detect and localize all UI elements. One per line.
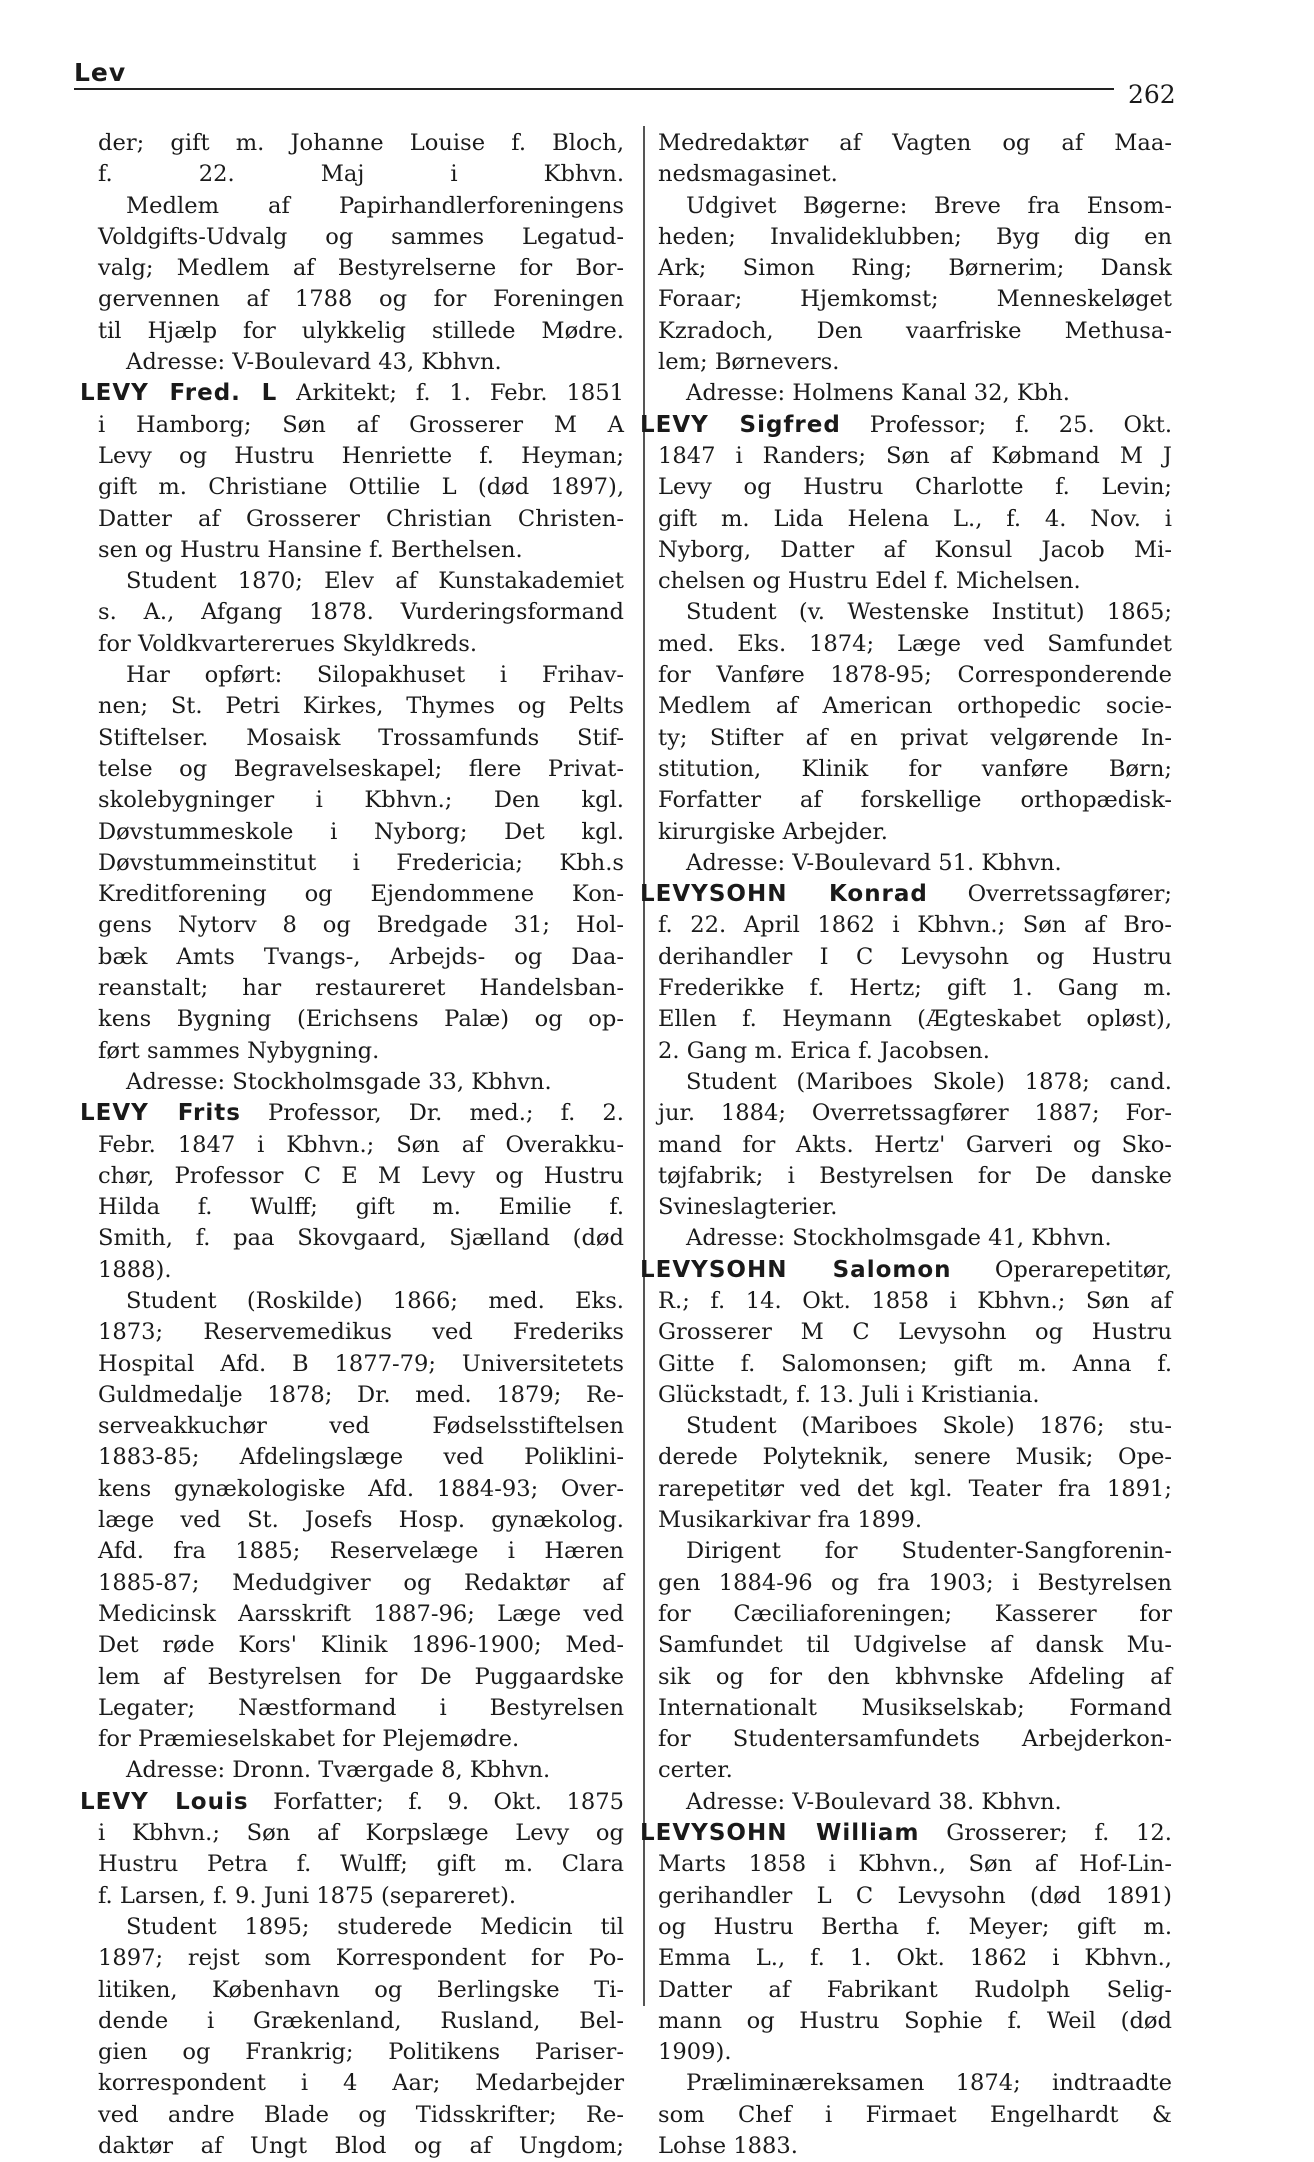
line-text: Kzradoch, Den vaarfriske Methusa-: [658, 317, 1172, 344]
line-text: 1897; rejst som Korrespondent for Po-: [98, 1945, 624, 1972]
line-text: Foraar; Hjemkomst; Menneskeløget: [658, 286, 1172, 313]
line-text: korrespondent i 4 Aar; Medarbejder: [98, 2070, 624, 2097]
line-text: Ellen f. Heymann (Ægteskabet opløst),: [658, 1006, 1172, 1033]
line-text: Guldmedalje 1878; Dr. med. 1879; Re-: [98, 1381, 624, 1408]
text-line: [98, 1380, 624, 1411]
text-line: [98, 1943, 624, 1974]
line-text: Frederikke f. Hertz; gift 1. Gang m.: [658, 975, 1172, 1002]
text-line: [658, 785, 1172, 816]
line-text: Hilda f. Wulff; gift m. Emilie f.: [98, 1194, 624, 1221]
line-text: Adresse: Stockholmsgade 41, Kbhvn.: [686, 1225, 1112, 1252]
line-text: bæk Amts Tvangs-, Arbejds- og Daa-: [98, 943, 624, 970]
line-text: valg; Medlem af Bestyrelserne for Bor-: [98, 255, 624, 282]
text-line: [98, 1130, 624, 1161]
line-text: Det røde Kors' Klinik 1896-1900; Med-: [98, 1632, 624, 1659]
entry-headline: [640, 1255, 1172, 1286]
entry-headword: LEVY Louis: [80, 1788, 249, 1815]
line-text: 1885-87; Medudgiver og Redaktør af: [98, 1569, 624, 1596]
text-line: [98, 910, 624, 941]
line-text: jur. 1884; Overretssagfører 1887; For-: [658, 1100, 1172, 1127]
line-text: 1909).: [658, 2039, 732, 2066]
text-line: [98, 1349, 624, 1380]
text-line: [658, 1004, 1172, 1035]
entry-headword: LEVY Fred. L: [80, 380, 278, 407]
line-text: Datter af Fabrikant Rudolph Selig-: [658, 1976, 1172, 2003]
line-text: Kreditforening og Ejendommene Kon-: [98, 881, 624, 908]
line-text: læge ved St. Josefs Hosp. gynækolog.: [98, 1507, 624, 1534]
entry-headline: [80, 1098, 624, 1129]
text-line: [658, 504, 1172, 535]
text-line: [658, 1912, 1172, 1943]
text-line: [98, 1755, 624, 1786]
line-text: Grosserer; f. 12.: [919, 1820, 1172, 1847]
text-line: [98, 566, 624, 597]
line-text: mann og Hustru Sophie f. Weil (død: [658, 2007, 1172, 2034]
line-text: gervennen af 1788 og for Foreningen: [98, 286, 624, 313]
text-line: [98, 629, 624, 660]
text-line: [98, 1849, 624, 1880]
line-text: Dirigent for Studenter-Sangforenin-: [686, 1538, 1172, 1565]
text-line: [98, 817, 624, 848]
text-line: [98, 1255, 624, 1286]
text-line: [658, 253, 1172, 284]
text-line: [658, 1662, 1172, 1693]
line-text: og Hustru Bertha f. Meyer; gift m.: [658, 1913, 1172, 1940]
line-text: f. Larsen, f. 9. Juni 1875 (separeret).: [98, 1882, 517, 1909]
text-line: [658, 817, 1172, 848]
line-text: som Chef i Firmaet Engelhardt &: [658, 2101, 1172, 2128]
text-line: [98, 1536, 624, 1567]
line-text: derihandler I C Levysohn og Hustru: [658, 943, 1172, 970]
line-text: f. 22. April 1862 i Kbhvn.; Søn af Bro-: [658, 912, 1172, 939]
text-line: [98, 1505, 624, 1536]
entry-headword: LEVY Frits: [80, 1100, 241, 1127]
text-line: [98, 472, 624, 503]
text-line: [98, 1411, 624, 1442]
text-line: [98, 1724, 624, 1755]
line-text: rarepetitør ved det kgl. Teater fra 1891;: [658, 1475, 1172, 1502]
line-text: gien og Frankrig; Politikens Pariser-: [98, 2039, 624, 2066]
text-line: [98, 1161, 624, 1192]
line-text: Grosserer M C Levysohn og Hustru: [658, 1319, 1172, 1346]
line-text: der; gift m. Johanne Louise f. Bloch,: [98, 130, 624, 156]
text-line: [98, 1662, 624, 1693]
line-text: chør, Professor C E M Levy og Hustru: [98, 1162, 624, 1189]
line-text: for Præmieselskabet for Plejemødre.: [98, 1726, 520, 1753]
text-line: [98, 1192, 624, 1223]
header-rule: [74, 88, 1114, 90]
text-line: [658, 1505, 1172, 1536]
line-text: Professor, Dr. med.; f. 2.: [240, 1100, 624, 1127]
entry-headword: LEVYSOHN Konrad: [640, 881, 928, 908]
line-text: Døvstummeinstitut i Fredericia; Kbh.s: [98, 849, 624, 876]
text-line: [658, 1630, 1172, 1661]
text-line: [98, 222, 624, 253]
text-line: [658, 1474, 1172, 1505]
text-line: [98, 848, 624, 879]
text-line: [658, 222, 1172, 253]
line-text: Smith, f. paa Skovgaard, Sjælland (død: [98, 1225, 624, 1252]
line-text: lem; Børnevers.: [658, 349, 840, 376]
line-text: 1883-85; Afdelingslæge ved Poliklini-: [98, 1444, 624, 1471]
line-text: Lohse 1883.: [658, 2133, 798, 2159]
line-text: nen; St. Petri Kirkes, Thymes og Pelts: [98, 693, 624, 720]
text-line: [98, 1693, 624, 1724]
line-text: R.; f. 14. Okt. 1858 i Kbhvn.; Søn af: [658, 1287, 1172, 1314]
text-line: [98, 1818, 624, 1849]
text-line: [658, 1693, 1172, 1724]
text-line: [658, 2068, 1172, 2099]
line-text: gift m. Lida Helena L., f. 4. Nov. i: [658, 505, 1172, 532]
text-line: [98, 410, 624, 441]
line-text: Operarepetitør,: [951, 1256, 1172, 1283]
line-text: Døvstummeskole i Nyborg; Det kgl.: [98, 818, 624, 845]
text-line: [658, 942, 1172, 973]
line-text: f. 22. Maj i Kbhvn.: [98, 161, 624, 188]
text-line: [98, 1912, 624, 1943]
text-line: [658, 1161, 1172, 1192]
text-line: [98, 535, 624, 566]
line-text: ført sammes Nybygning.: [98, 1037, 380, 1064]
line-text: Medlem af Papirhandlerforeningens: [126, 192, 624, 219]
text-line: [658, 1317, 1172, 1348]
line-text: Student (v. Westenske Institut) 1865;: [686, 599, 1172, 626]
line-text: Stiftelser. Mosaisk Trossamfunds Stif-: [98, 724, 624, 751]
line-text: dende i Grækenland, Rusland, Bel-: [98, 2007, 624, 2034]
text-line: [98, 1599, 624, 1630]
line-text: Medicinsk Aarsskrift 1887-96; Læge ved: [98, 1600, 624, 1627]
text-line: [98, 1317, 624, 1348]
text-line: [658, 347, 1172, 378]
line-text: Hustru Petra f. Wulff; gift m. Clara: [98, 1851, 624, 1878]
line-text: i Hamborg; Søn af Grosserer M A: [98, 411, 624, 438]
text-line: [98, 504, 624, 535]
line-text: tøjfabrik; i Bestyrelsen for De danske: [658, 1162, 1172, 1189]
line-text: Adresse: V-Boulevard 38. Kbhvn.: [686, 1788, 1062, 1815]
text-line: [98, 2006, 624, 2037]
text-line: [98, 2037, 624, 2068]
text-line: [658, 629, 1172, 660]
text-line: [98, 441, 624, 472]
text-line: [98, 2100, 624, 2131]
line-text: Marts 1858 i Kbhvn., Søn af Hof-Lin-: [658, 1851, 1172, 1878]
text-line: [98, 1568, 624, 1599]
line-text: s. A., Afgang 1878. Vurderingsformand: [98, 599, 624, 626]
text-line: [658, 1349, 1172, 1380]
text-line: [98, 1004, 624, 1035]
text-line: [658, 472, 1172, 503]
line-text: heden; Invalideklubben; Byg dig en: [658, 223, 1172, 250]
text-line: [658, 284, 1172, 315]
text-line: [658, 1568, 1172, 1599]
line-text: Overretssagfører;: [927, 881, 1172, 908]
line-text: Student (Mariboes Skole) 1878; cand.: [686, 1068, 1172, 1095]
text-line: [98, 1036, 624, 1067]
text-line: [98, 2068, 624, 2099]
line-text: Emma L., f. 1. Okt. 1862 i Kbhvn.,: [658, 1945, 1172, 1972]
text-line: [98, 1881, 624, 1912]
line-text: 1888).: [98, 1256, 172, 1283]
text-line: [98, 1474, 624, 1505]
line-text: Samfundet til Udgivelse af dansk Mu-: [658, 1632, 1172, 1659]
text-line: [98, 879, 624, 910]
line-text: Student 1870; Elev af Kunstakademiet: [126, 568, 624, 595]
text-line: [98, 660, 624, 691]
text-line: [658, 1724, 1172, 1755]
entry-headline: [640, 1818, 1172, 1849]
line-text: Udgivet Bøgerne: Breve fra Ensom-: [686, 192, 1172, 219]
text-line: [98, 754, 624, 785]
text-line: [98, 347, 624, 378]
text-line: [98, 128, 624, 159]
text-line: [98, 942, 624, 973]
text-line: [658, 1036, 1172, 1067]
text-line: [98, 1286, 624, 1317]
line-text: litiken, København og Berlingske Ti-: [98, 1976, 624, 2003]
line-text: chelsen og Hustru Edel f. Michelsen.: [658, 568, 1081, 595]
page-number: 262: [1128, 80, 1176, 109]
entry-headword: LEVYSOHN Salomon: [640, 1256, 952, 1283]
line-text: Gitte f. Salomonsen; gift m. Anna f.: [658, 1350, 1172, 1377]
text-line: [658, 1130, 1172, 1161]
entry-headline: [640, 410, 1172, 441]
entry-headword: LEVY Sigfred: [640, 411, 841, 438]
text-line: [98, 1442, 624, 1473]
text-line: [658, 1599, 1172, 1630]
line-text: Har opført: Silopakhuset i Frihav-: [126, 662, 624, 689]
line-text: Medredaktør af Vagten og af Maa-: [658, 130, 1172, 156]
running-head: Lev: [74, 58, 127, 87]
line-text: Legater; Næstformand i Bestyrelsen: [98, 1694, 624, 1721]
text-line: [658, 1881, 1172, 1912]
right-column: [640, 128, 1172, 2162]
text-line: [658, 441, 1172, 472]
line-text: Voldgifts-Udvalg og sammes Legatud-: [98, 223, 624, 250]
line-text: Præliminæreksamen 1874; indtraadte: [686, 2070, 1172, 2097]
text-line: [658, 2006, 1172, 2037]
line-text: skolebygninger i Kbhvn.; Den kgl.: [98, 787, 624, 814]
entry-headline: [80, 378, 624, 409]
line-text: Datter af Grosserer Christian Christen-: [98, 505, 624, 532]
text-line: [658, 1286, 1172, 1317]
line-text: 1847 i Randers; Søn af Købmand M J: [658, 442, 1172, 469]
text-line: [98, 1630, 624, 1661]
text-line: [658, 316, 1172, 347]
text-line: [98, 1975, 624, 2006]
line-text: telse og Begravelseskapel; flere Privat-: [98, 755, 624, 782]
line-text: gerihandler L C Levysohn (død 1891): [658, 1882, 1172, 1909]
text-line: [658, 566, 1172, 597]
text-line: [98, 723, 624, 754]
text-line: [658, 660, 1172, 691]
line-text: Forfatter af forskellige orthopædisk-: [658, 787, 1172, 814]
text-line: [658, 191, 1172, 222]
line-text: sen og Hustru Hansine f. Berthelsen.: [98, 536, 523, 563]
text-line: [658, 754, 1172, 785]
text-line: [658, 159, 1172, 190]
line-text: certer.: [658, 1757, 733, 1784]
line-text: Arkitekt; f. 1. Febr. 1851: [277, 380, 624, 407]
text-line: [658, 723, 1172, 754]
text-line: [98, 191, 624, 222]
line-text: sik og for den kbhvnske Afdeling af: [658, 1663, 1172, 1690]
line-text: Forfatter; f. 9. Okt. 1875: [248, 1788, 624, 1815]
line-text: med. Eks. 1874; Læge ved Samfundet: [658, 630, 1172, 657]
line-text: 2. Gang m. Erica f. Jacobsen.: [658, 1037, 990, 1064]
line-text: Student (Mariboes Skole) 1876; stu-: [686, 1413, 1172, 1440]
text-line: [658, 128, 1172, 159]
line-text: gens Nytorv 8 og Bredgade 31; Hol-: [98, 912, 624, 939]
line-text: stitution, Klinik for vanføre Børn;: [658, 755, 1172, 782]
entry-headline: [640, 879, 1172, 910]
text-line: [658, 1223, 1172, 1254]
line-text: derede Polyteknik, senere Musik; Ope-: [658, 1444, 1172, 1471]
text-line: [98, 973, 624, 1004]
text-line: [658, 2037, 1172, 2068]
text-line: [98, 691, 624, 722]
line-text: for Vanføre 1878-95; Corresponderende: [658, 662, 1172, 689]
line-text: ved andre Blade og Tidsskrifter; Re-: [98, 2101, 624, 2128]
line-text: nedsmagasinet.: [658, 161, 838, 188]
line-text: kens Bygning (Erichsens Palæ) og op-: [98, 1006, 624, 1033]
line-text: Levy og Hustru Henriette f. Heyman;: [98, 442, 624, 469]
text-line: [658, 1411, 1172, 1442]
entry-headline: [80, 1787, 624, 1818]
text-line: [658, 1192, 1172, 1223]
line-text: Febr. 1847 i Kbhvn.; Søn af Overakku-: [98, 1131, 624, 1158]
text-line: [658, 1442, 1172, 1473]
text-line: [658, 1787, 1172, 1818]
entry-headword: LEVYSOHN William: [640, 1820, 920, 1847]
text-line: [658, 378, 1172, 409]
line-text: Professor; f. 25. Okt.: [840, 411, 1172, 438]
left-column: [80, 128, 624, 2162]
line-text: Student (Roskilde) 1866; med. Eks.: [126, 1287, 624, 1314]
line-text: for Voldkvartererues Skyldkreds.: [98, 630, 478, 657]
line-text: reanstalt; har restaureret Handelsban-: [98, 975, 624, 1002]
line-text: ty; Stifter af en privat velgørende In-: [658, 724, 1172, 751]
line-text: mand for Akts. Hertz' Garveri og Sko-: [658, 1131, 1172, 1158]
text-line: [658, 2100, 1172, 2131]
line-text: gift m. Christiane Ottilie L (død 1897),: [98, 474, 624, 501]
line-text: 1873; Reservemedikus ved Frederiks: [98, 1319, 624, 1346]
text-line: [658, 1380, 1172, 1411]
line-text: for Cæciliaforeningen; Kasserer for: [658, 1600, 1172, 1627]
text-line: [658, 1849, 1172, 1880]
line-text: Internationalt Musikselskab; Formand: [658, 1694, 1172, 1721]
line-text: Levy og Hustru Charlotte f. Levin;: [658, 474, 1172, 501]
text-line: [98, 159, 624, 190]
column-divider: [643, 126, 645, 2006]
line-text: Adresse: V-Boulevard 51. Kbhvn.: [686, 849, 1062, 876]
line-text: Adresse: Dronn. Tværgade 8, Kbhvn.: [126, 1757, 551, 1784]
line-text: Adresse: V-Boulevard 43, Kbhvn.: [126, 349, 502, 376]
text-line: [98, 597, 624, 628]
line-text: Hospital Afd. B 1877-79; Universitetets: [98, 1350, 624, 1377]
text-line: [658, 597, 1172, 628]
line-text: gen 1884-96 og fra 1903; i Bestyrelsen: [658, 1569, 1172, 1596]
text-line: [658, 1067, 1172, 1098]
text-line: [658, 535, 1172, 566]
line-text: daktør af Ungt Blod og af Ungdom;: [98, 2133, 624, 2159]
line-text: Afd. fra 1885; Reservelæge i Hæren: [98, 1538, 624, 1565]
text-line: [658, 848, 1172, 879]
line-text: Ark; Simon Ring; Børnerim; Dansk: [658, 255, 1172, 282]
text-line: [658, 1536, 1172, 1567]
line-text: Nyborg, Datter af Konsul Jacob Mi-: [658, 536, 1172, 563]
line-text: Svineslagterier.: [658, 1194, 838, 1221]
line-text: til Hjælp for ulykkelig stillede Mødre.: [98, 317, 624, 344]
line-text: Adresse: Stockholmsgade 33, Kbhvn.: [126, 1068, 552, 1095]
line-text: kirurgiske Arbejder.: [658, 818, 888, 845]
line-text: for Studentersamfundets Arbejderkon-: [658, 1726, 1172, 1753]
text-line: [98, 316, 624, 347]
line-text: i Kbhvn.; Søn af Korpslæge Levy og: [98, 1820, 624, 1847]
text-line: [98, 785, 624, 816]
text-line: [658, 1975, 1172, 2006]
text-line: [98, 2131, 624, 2162]
text-line: [658, 1755, 1172, 1786]
line-text: Musikarkivar fra 1899.: [658, 1507, 923, 1534]
line-text: lem af Bestyrelsen for De Puggaardske: [98, 1663, 624, 1690]
text-line: [98, 1067, 624, 1098]
line-text: Adresse: Holmens Kanal 32, Kbh.: [686, 380, 1070, 407]
text-line: [658, 973, 1172, 1004]
text-line: [658, 1943, 1172, 1974]
line-text: Glückstadt, f. 13. Juli i Kristiania.: [658, 1381, 1040, 1408]
text-line: [658, 691, 1172, 722]
line-text: serveakkuchør ved Fødselsstiftelsen: [98, 1413, 624, 1440]
text-line: [658, 2131, 1172, 2162]
text-line: [658, 1098, 1172, 1129]
text-line: [98, 1223, 624, 1254]
line-text: Student 1895; studerede Medicin til: [126, 1913, 624, 1940]
text-line: [98, 284, 624, 315]
line-text: kens gynækologiske Afd. 1884-93; Over-: [98, 1475, 624, 1502]
line-text: Medlem af American orthopedic socie-: [658, 693, 1172, 720]
text-line: [98, 253, 624, 284]
text-line: [658, 910, 1172, 941]
